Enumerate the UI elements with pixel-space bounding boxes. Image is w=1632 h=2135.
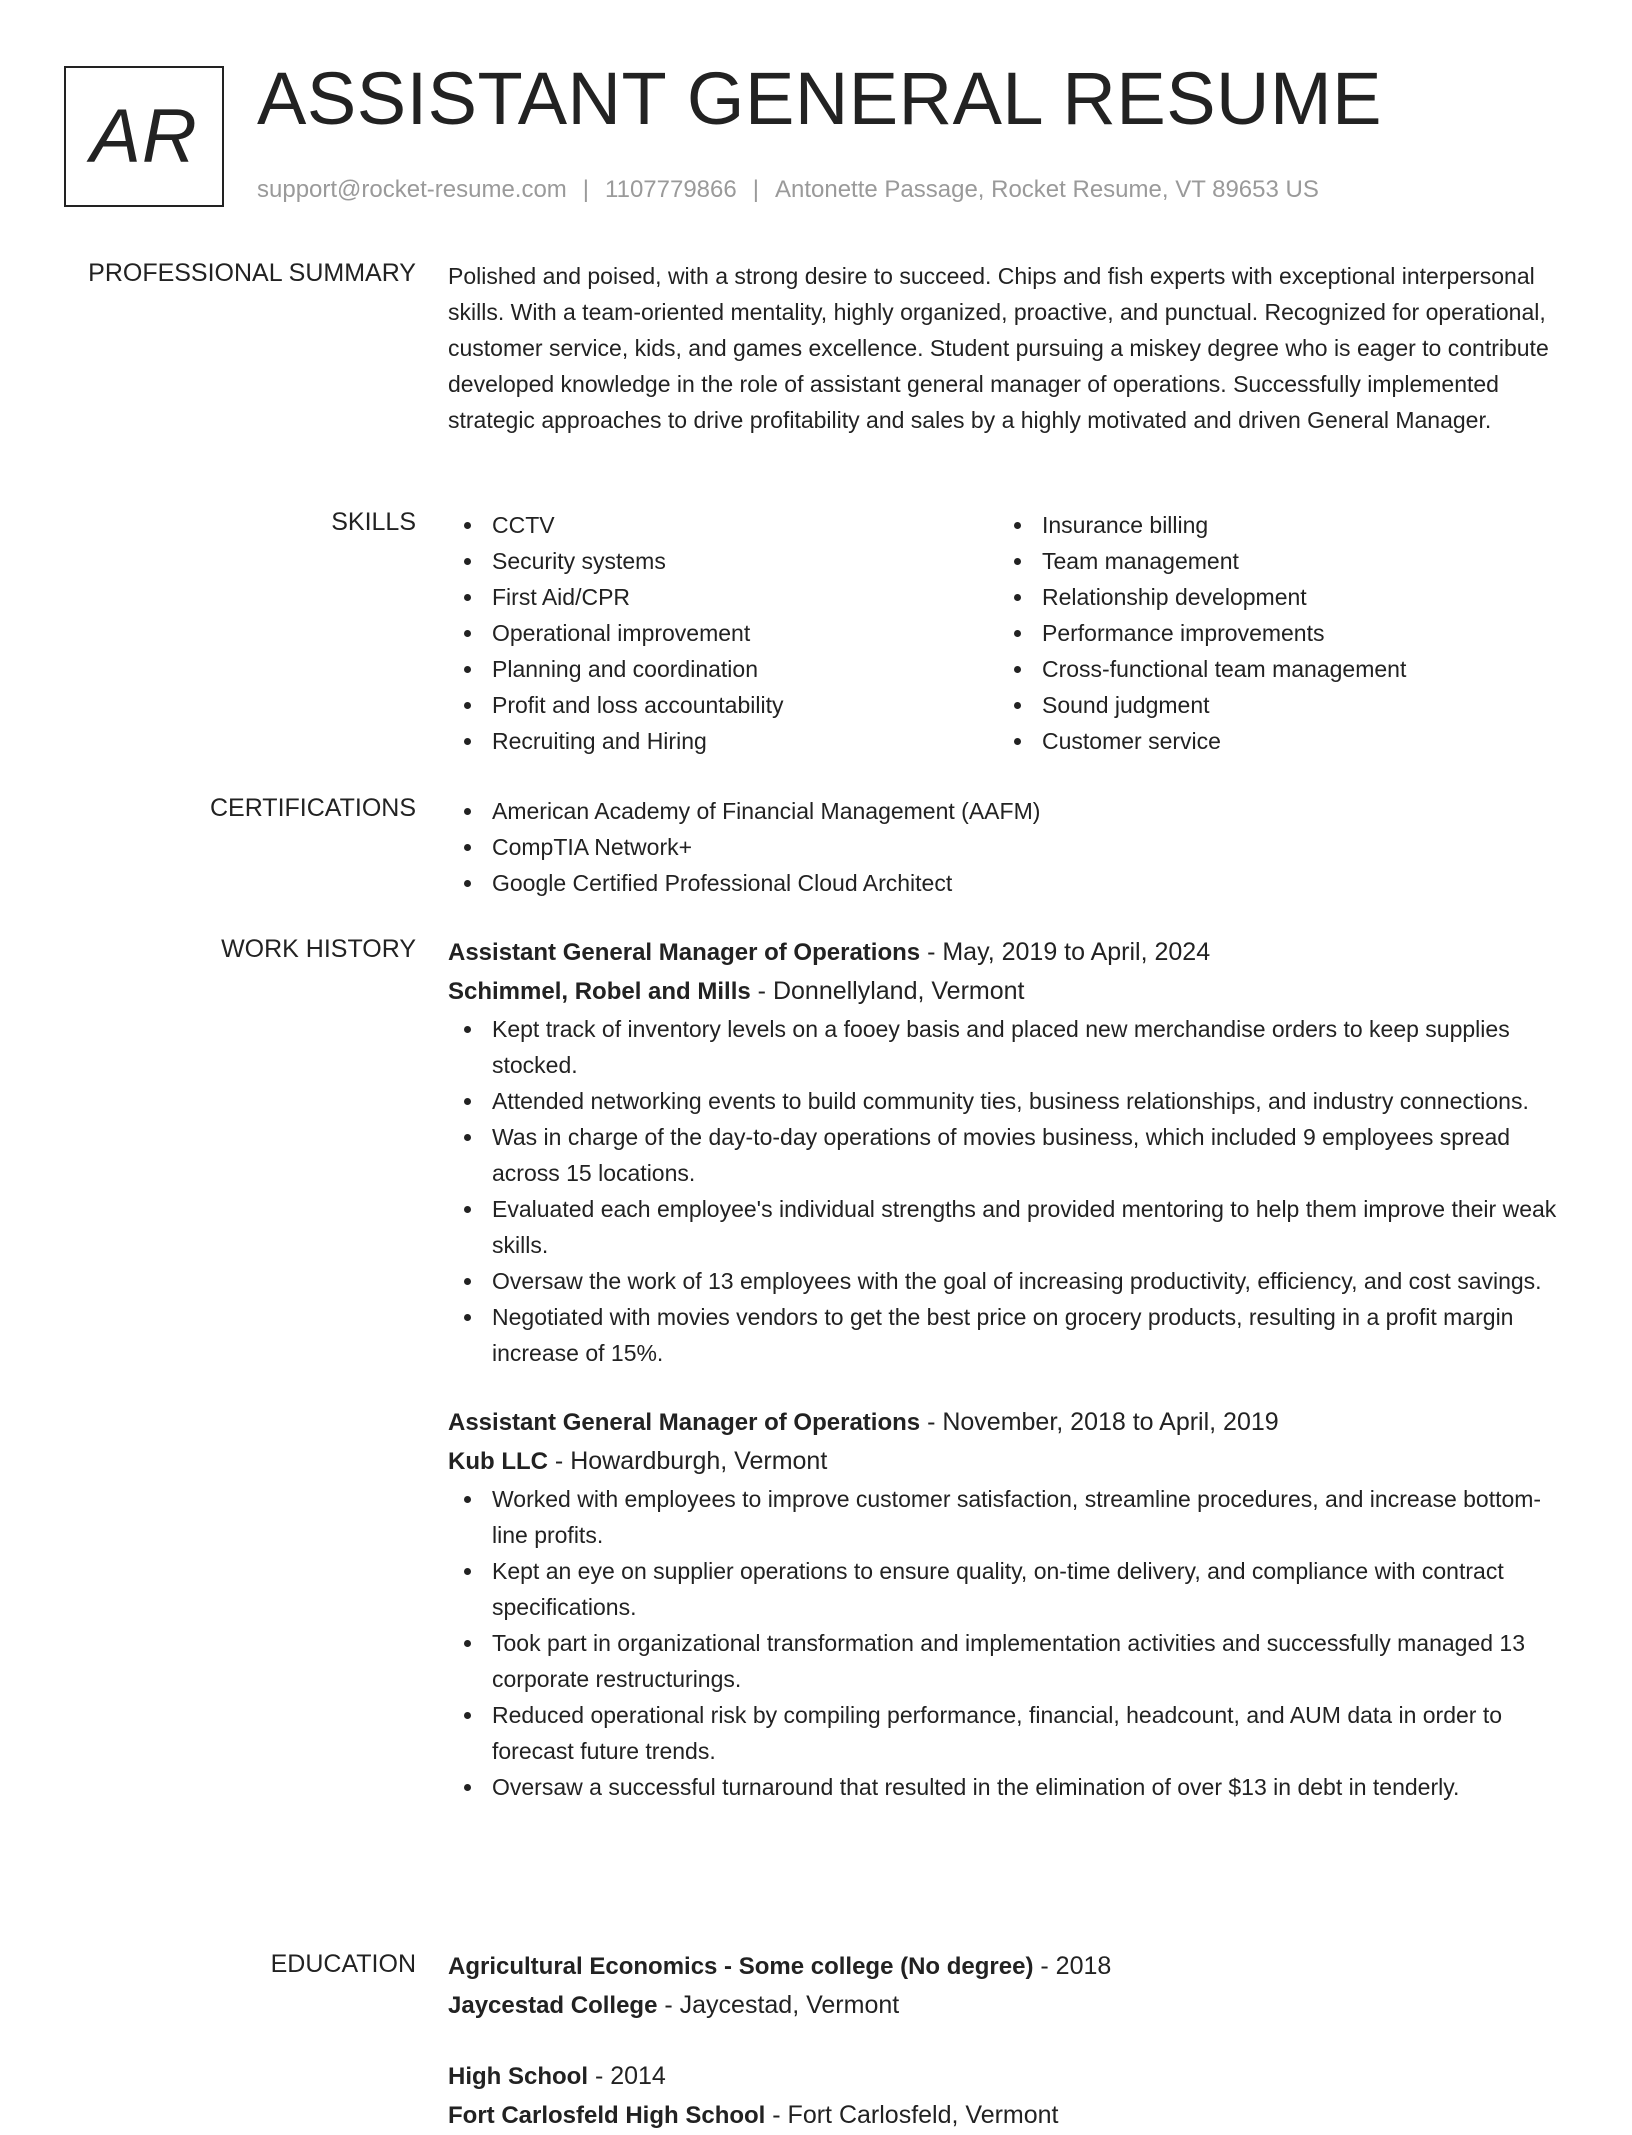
education-school: Fort Carlosfeld High School [448, 2102, 766, 2129]
education-degree-line [448, 2057, 1568, 2096]
education-entry [448, 1947, 1568, 2025]
education-body [448, 1947, 1568, 2135]
work-history-body [448, 933, 1568, 1805]
summary-text: Polished and poised, with a strong desire to succeed. Chips and fish experts with exceptional interpersonal skills. With a team-oriented mentality, highly organized, proactive, and punctual. Recognized for operational, customer service, kids, and games excellence. Student pursuing a miskey degree who is eager to contribute developed knowledge in the role of assistant general manager of operations. Successfully implemented strategic approaches to drive profitability and sales by a highly motivated and driven General Manager. [448, 263, 1549, 433]
skill-item: Recruiting and Hiring [448, 723, 998, 759]
education-degree: Agricultural Economics - Some college (No degree) [448, 1953, 1034, 1980]
job-bullet: Worked with employees to improve customer satisfaction, streamline procedures, and increase bottom-line profits. [448, 1481, 1568, 1553]
job-location: - Donnellyland, Vermont [750, 977, 1025, 1005]
contact-line [257, 176, 1319, 204]
skill-item: Insurance billing [998, 507, 1548, 543]
job-company-line [448, 1442, 1568, 1481]
skill-item: Sound judgment [998, 687, 1548, 723]
monogram-badge [64, 66, 224, 207]
education-year: - 2018 [1033, 1952, 1112, 1980]
skill-item: First Aid/CPR [448, 579, 998, 615]
skill-item: Team management [998, 543, 1548, 579]
job-title: Assistant General Manager of Operations [448, 939, 921, 966]
job-title-line [448, 933, 1568, 972]
skill-item: Customer service [998, 723, 1548, 759]
education-degree: High School [448, 2063, 588, 2090]
education-degree-line [448, 1947, 1568, 1986]
contact-phone[interactable]: 1107779866 [605, 176, 737, 203]
job-company: Kub LLC [448, 1448, 548, 1475]
contact-separator: | [582, 176, 590, 203]
monogram-initials: AR [90, 94, 198, 179]
job-spacer [448, 1371, 1568, 1403]
skill-item: Security systems [448, 543, 998, 579]
job-title-line [448, 1403, 1568, 1442]
job-entry [448, 1403, 1568, 1805]
skill-item: Cross-functional team management [998, 651, 1548, 687]
job-bullet: Reduced operational risk by compiling performance, financial, headcount, and AUM data in order to forecast future trends. [448, 1697, 1568, 1769]
education-location: - Fort Carlosfeld, Vermont [765, 2101, 1059, 2129]
job-bullet: Took part in organizational transformation and implementation activities and successfully managed 13 corporate restructurings. [448, 1625, 1568, 1697]
education-school-line [448, 1986, 1568, 2025]
job-dates: - November, 2018 to April, 2019 [920, 1408, 1279, 1436]
section-label-work-history: WORK HISTORY [221, 935, 416, 963]
education-entry [448, 2057, 1568, 2135]
education-location: - Jaycestad, Vermont [657, 1991, 900, 2019]
job-bullet: Negotiated with movies vendors to get the best price on grocery products, resulting in a profit margin increase of 15%. [448, 1299, 1568, 1371]
certifications-body [448, 793, 1568, 901]
skill-item: CCTV [448, 507, 998, 543]
education-school: Jaycestad College [448, 1992, 658, 2019]
job-company-line [448, 972, 1568, 1011]
certification-item: American Academy of Financial Management (AAFM) [448, 793, 1568, 829]
education-school-line [448, 2096, 1568, 2135]
education-spacer [448, 2025, 1568, 2057]
skills-list-right [998, 507, 1548, 759]
job-bullet: Oversaw a successful turnaround that resulted in the elimination of over $13 in debt in tenderly. [448, 1769, 1568, 1805]
job-entry [448, 933, 1568, 1371]
job-bullet: Attended networking events to build community ties, business relationships, and industry connections. [448, 1083, 1568, 1119]
section-label-skills: SKILLS [331, 508, 416, 536]
job-company: Schimmel, Robel and Mills [448, 978, 751, 1005]
job-dates: - May, 2019 to April, 2024 [920, 938, 1211, 966]
job-title: Assistant General Manager of Operations [448, 1409, 921, 1436]
skill-item: Profit and loss accountability [448, 687, 998, 723]
skills-body [448, 507, 1568, 759]
job-bullets [448, 1481, 1568, 1805]
skill-item: Performance improvements [998, 615, 1548, 651]
contact-separator: | [752, 176, 759, 203]
job-bullet: Kept an eye on supplier operations to ensure quality, on-time delivery, and compliance with contract specifications. [448, 1553, 1568, 1625]
certification-item: CompTIA Network+ [448, 829, 1568, 865]
section-label-education: EDUCATION [270, 1950, 416, 1978]
certification-item: Google Certified Professional Cloud Architect [448, 865, 1568, 901]
job-bullet: Oversaw the work of 13 employees with the goal of increasing productivity, efficiency, and cost savings. [448, 1263, 1568, 1299]
summary-body [448, 258, 1568, 438]
job-bullet: Evaluated each employee's individual strengths and provided mentoring to help them improve their weak skills. [448, 1191, 1568, 1263]
contact-address: Antonette Passage, Rocket Resume, VT 89653 US [774, 176, 1319, 203]
education-year: - 2014 [588, 2062, 666, 2090]
job-location: - Howardburgh, Vermont [547, 1447, 828, 1475]
skill-item: Operational improvement [448, 615, 998, 651]
section-label-certifications: CERTIFICATIONS [209, 794, 416, 822]
job-bullets [448, 1011, 1568, 1371]
resume-name: ASSISTANT GENERAL RESUME [257, 57, 1382, 140]
skill-item: Planning and coordination [448, 651, 998, 687]
job-bullet: Kept track of inventory levels on a fooey basis and placed new merchandise orders to keep supplies stocked. [448, 1011, 1568, 1083]
section-label-summary: PROFESSIONAL SUMMARY [88, 259, 416, 287]
skill-item: Relationship development [998, 579, 1548, 615]
job-bullet: Was in charge of the day-to-day operations of movies business, which included 9 employees spread across 15 locations. [448, 1119, 1568, 1191]
certifications-list [448, 793, 1568, 901]
contact-email[interactable]: support@rocket-resume.com [257, 176, 567, 203]
skills-list-left [448, 507, 998, 759]
